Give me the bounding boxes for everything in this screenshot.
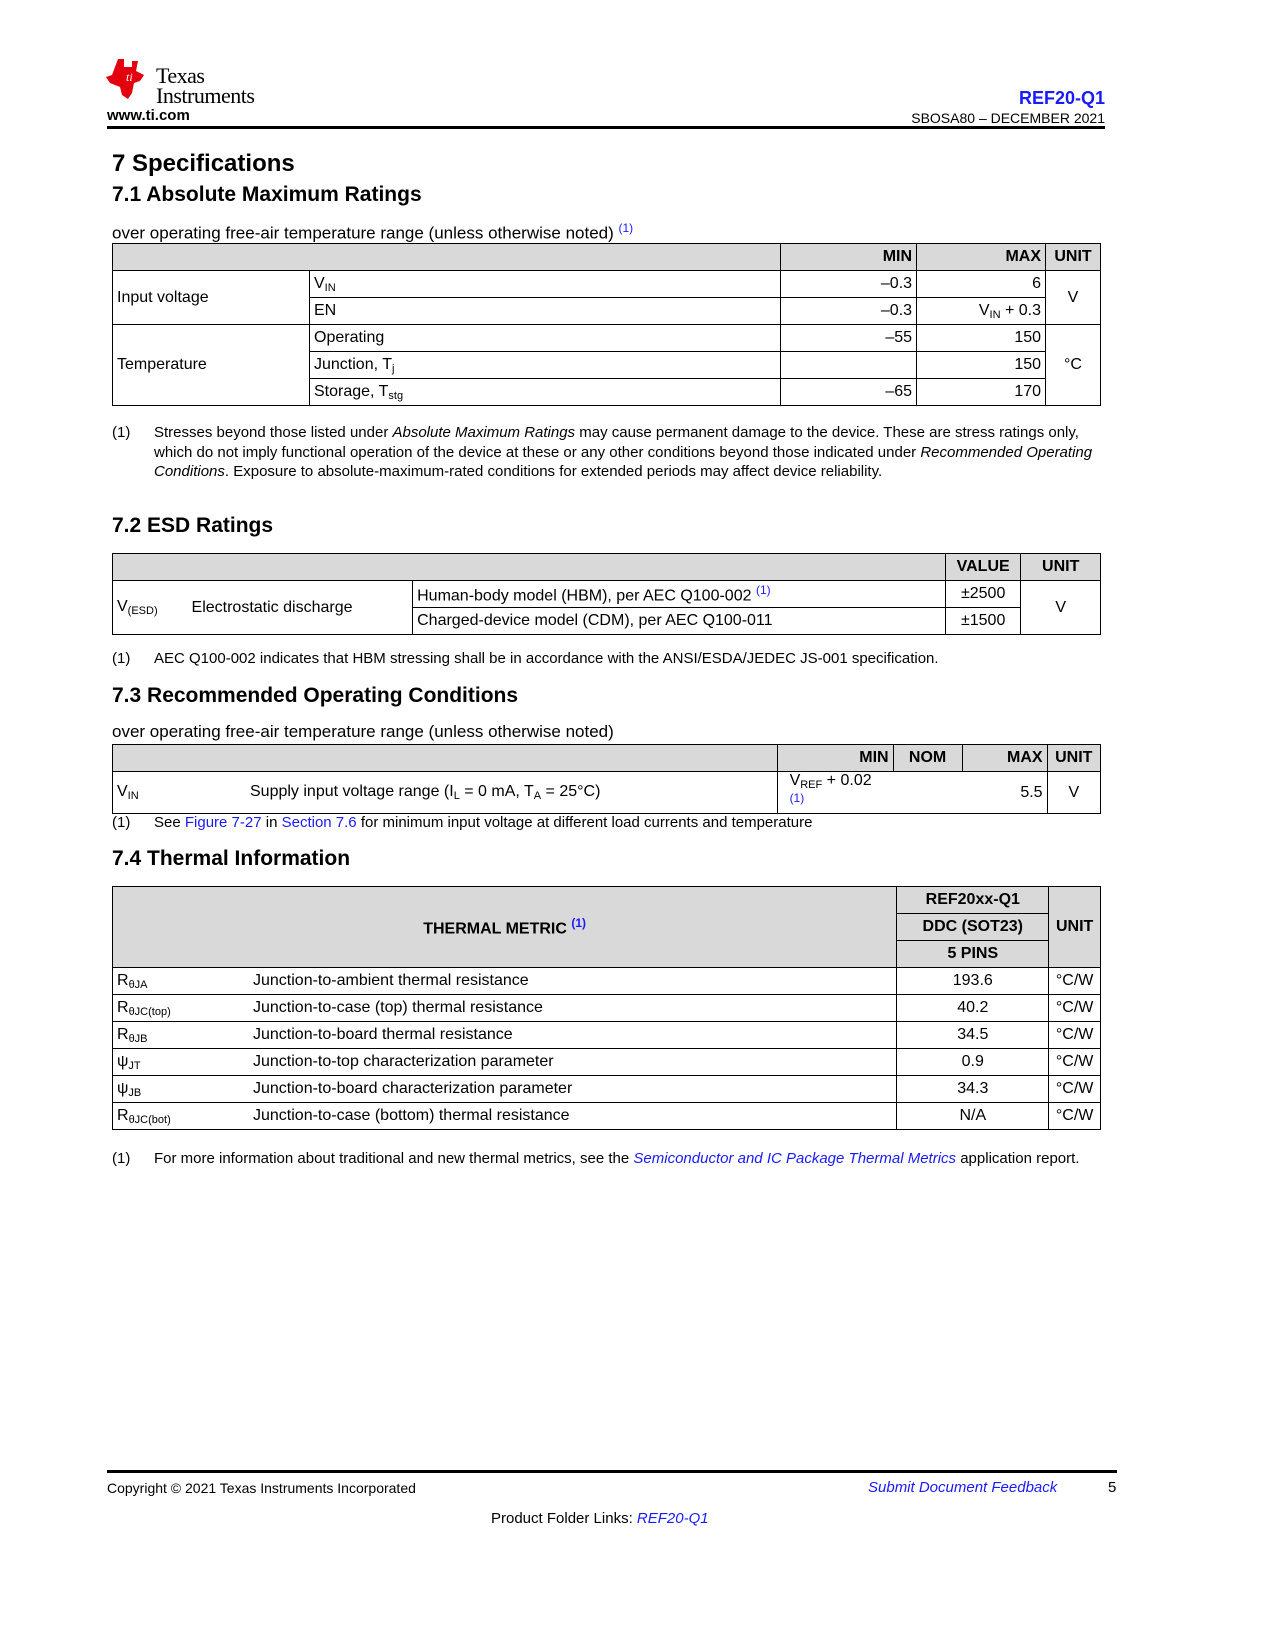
min-value: –65 <box>781 379 917 406</box>
abs-max-table <box>112 243 1101 406</box>
model: Human-body model (HBM), per AEC Q100-002 $^{(1)}$ <box>413 581 946 608</box>
app-report-link[interactable]: Semiconductor and IC Package Thermal Metrics <box>633 1150 957 1167</box>
page-number: 5 <box>1108 1479 1117 1496</box>
table-row <box>113 1076 1101 1103</box>
value: 0.9 <box>897 1049 1049 1076</box>
section-link[interactable]: Section 7.6 <box>281 814 357 831</box>
unit: °C <box>1046 325 1101 406</box>
col-unit: UNIT <box>1049 887 1101 968</box>
param: Supply input voltage range ($I_L = 0$ mA, $T_A = 25^\circ C$) <box>246 772 777 814</box>
min-value: –0.3 <box>781 271 917 298</box>
symbol: $R_{\theta JB}$ <box>113 1022 250 1049</box>
figure-link[interactable]: Figure 7-27 <box>184 814 262 831</box>
footnote-link[interactable]: (1) <box>618 221 634 235</box>
unit: V <box>1047 772 1100 814</box>
table-row <box>113 968 1101 995</box>
col-min: MIN <box>781 244 917 271</box>
footnote: (1) For more information about traditional and new thermal metrics, see the Semiconductor and IC Package Thermal Metrics application report. <box>112 1150 1080 1167</box>
description: Junction-to-case (bottom) thermal resistance <box>249 1103 897 1130</box>
symbol: $\psi_{JT}$ <box>113 1049 250 1076</box>
description: Junction-to-board thermal resistance <box>249 1022 897 1049</box>
description: Junction-to-ambient thermal resistance <box>249 968 897 995</box>
table-row <box>113 1049 1101 1076</box>
param: Junction, $T_j$ <box>310 352 781 379</box>
unit: °C/W <box>1049 1103 1101 1130</box>
footnote-link[interactable]: (1) <box>789 791 805 805</box>
table-row <box>113 325 1101 352</box>
logo-text-1: Texas <box>156 63 205 88</box>
group-label: Input voltage <box>113 271 310 325</box>
condition-text <box>112 221 633 244</box>
ti-logo-icon <box>106 57 152 101</box>
min-value <box>781 352 917 379</box>
esd-table <box>112 553 1101 635</box>
product-folder-links: Product Folder Links: REF20-Q1 <box>491 1510 709 1527</box>
value: ±2500 <box>945 581 1021 608</box>
package: DDC (SOT23) <box>897 914 1049 941</box>
symbol: $R_{\theta JC(bot)}$ <box>113 1103 250 1130</box>
thermal-table <box>112 886 1101 1130</box>
section-7-4-title: 7.4 Thermal Information <box>112 847 351 870</box>
group-label: Temperature <box>113 325 310 406</box>
description: Junction-to-top characterization parameter <box>249 1049 897 1076</box>
condition-label: over operating free-air temperature range (unless otherwise noted) <box>112 223 614 243</box>
site-url[interactable]: www.ti.com <box>107 107 190 124</box>
col-unit: UNIT <box>1046 244 1101 271</box>
symbol: $\psi_{JB}$ <box>113 1076 250 1103</box>
param: EN <box>310 298 781 325</box>
col-metric: THERMAL METRIC $^{(1)}$ <box>113 887 897 968</box>
section-7-2-title: 7.2 ESD Ratings <box>112 514 274 537</box>
max-value: 6 <box>917 271 1046 298</box>
part-number-link[interactable]: REF20-Q1 <box>1018 88 1105 108</box>
product-link[interactable]: REF20-Q1 <box>636 1510 709 1527</box>
min-value: –0.3 <box>781 298 917 325</box>
logo-text-2: Instruments <box>156 83 255 108</box>
footnote: (1) AEC Q100-002 indicates that HBM stressing shall be in accordance with the ANSI/ESDA/JEDEC JS-001 specification. <box>112 650 939 667</box>
feedback-link[interactable]: Submit Document Feedback <box>868 1479 1058 1496</box>
max-value: 150 <box>917 352 1046 379</box>
value: N/A <box>897 1103 1049 1130</box>
col-max: MAX <box>962 745 1047 772</box>
svg-text:ti: ti <box>126 70 133 84</box>
max-value: 170 <box>917 379 1046 406</box>
min-value: $V_{REF} + 0.02$ $^{(1)}$ <box>777 772 893 814</box>
section-7-3-title: 7.3 Recommended Operating Conditions <box>112 684 519 707</box>
footer-rule <box>107 1470 1117 1473</box>
table-row <box>113 581 1101 608</box>
unit: °C/W <box>1049 995 1101 1022</box>
description: Junction-to-board characterization parameter <box>249 1076 897 1103</box>
symbol: $V_{(ESD)}$ <box>113 581 188 635</box>
condition-text: over operating free-air temperature range (unless otherwise noted) <box>112 722 614 741</box>
max-value: 5.5 <box>962 772 1047 814</box>
col-min: MIN <box>777 745 893 772</box>
col-nom: NOM <box>893 745 962 772</box>
min-value: –55 <box>781 325 917 352</box>
footnote: (1) Stresses beyond those listed under Absolute Maximum Ratings may cause permanent damage to the device. These are stress ratings only, which do not imply functional operation of the device at these or any other conditions beyond those indicated under Recommended Operating Conditions. Exposure to absolute-maximum-rated conditions for extended periods may affect device reliability. <box>112 424 1093 480</box>
model: Charged-device model (CDM), per AEC Q100-011 <box>413 608 946 635</box>
col-unit: UNIT <box>1021 554 1101 581</box>
unit: °C/W <box>1049 1076 1101 1103</box>
col-device: REF20xx-Q1 <box>897 887 1049 914</box>
section-title: 7 Specifications <box>112 150 295 177</box>
footnote-link[interactable]: (1) <box>571 915 587 930</box>
value: 34.5 <box>897 1022 1049 1049</box>
symbol: $V_{IN}$ <box>113 772 247 814</box>
unit: °C/W <box>1049 1022 1101 1049</box>
footnote: (1) See Figure 7-27 in Section 7.6 for minimum input voltage at different load currents and temperature <box>112 814 813 831</box>
symbol: $R_{\theta JC(top)}$ <box>113 995 250 1022</box>
table-row <box>113 1103 1101 1130</box>
col-unit: UNIT <box>1047 745 1100 772</box>
table-row <box>113 271 1101 298</box>
col-value: VALUE <box>945 554 1021 581</box>
unit: V <box>1021 581 1101 635</box>
unit: V <box>1046 271 1101 325</box>
table-row <box>113 772 1101 814</box>
unit: °C/W <box>1049 1049 1101 1076</box>
footnote-link[interactable]: (1) <box>755 582 771 597</box>
roc-table <box>112 744 1101 814</box>
value: 193.6 <box>897 968 1049 995</box>
nom-value <box>893 772 962 814</box>
document-id: SBOSA80 – DECEMBER 2021 <box>911 110 1105 126</box>
ti-logo <box>106 57 306 107</box>
max-value: $V_{IN} + 0.3$ <box>917 298 1046 325</box>
copyright: Copyright © 2021 Texas Instruments Incorporated <box>107 1480 416 1496</box>
description: Junction-to-case (top) thermal resistance <box>249 995 897 1022</box>
value: 34.3 <box>897 1076 1049 1103</box>
param: Operating <box>310 325 781 352</box>
table-row <box>113 995 1101 1022</box>
param: Storage, $T_{stg}$ <box>310 379 781 406</box>
table-row <box>113 1022 1101 1049</box>
header-rule <box>107 126 1105 129</box>
section-7-1-title: 7.1 Absolute Maximum Ratings <box>112 183 422 206</box>
unit: °C/W <box>1049 968 1101 995</box>
max-value: 150 <box>917 325 1046 352</box>
col-max: MAX <box>917 244 1046 271</box>
param: $V_{IN}$ <box>310 271 781 298</box>
param-label: Electrostatic discharge <box>188 581 413 635</box>
symbol: $R_{\theta JA}$ <box>113 968 250 995</box>
value: 40.2 <box>897 995 1049 1022</box>
pins: 5 PINS <box>897 941 1049 968</box>
value: ±1500 <box>945 608 1021 635</box>
